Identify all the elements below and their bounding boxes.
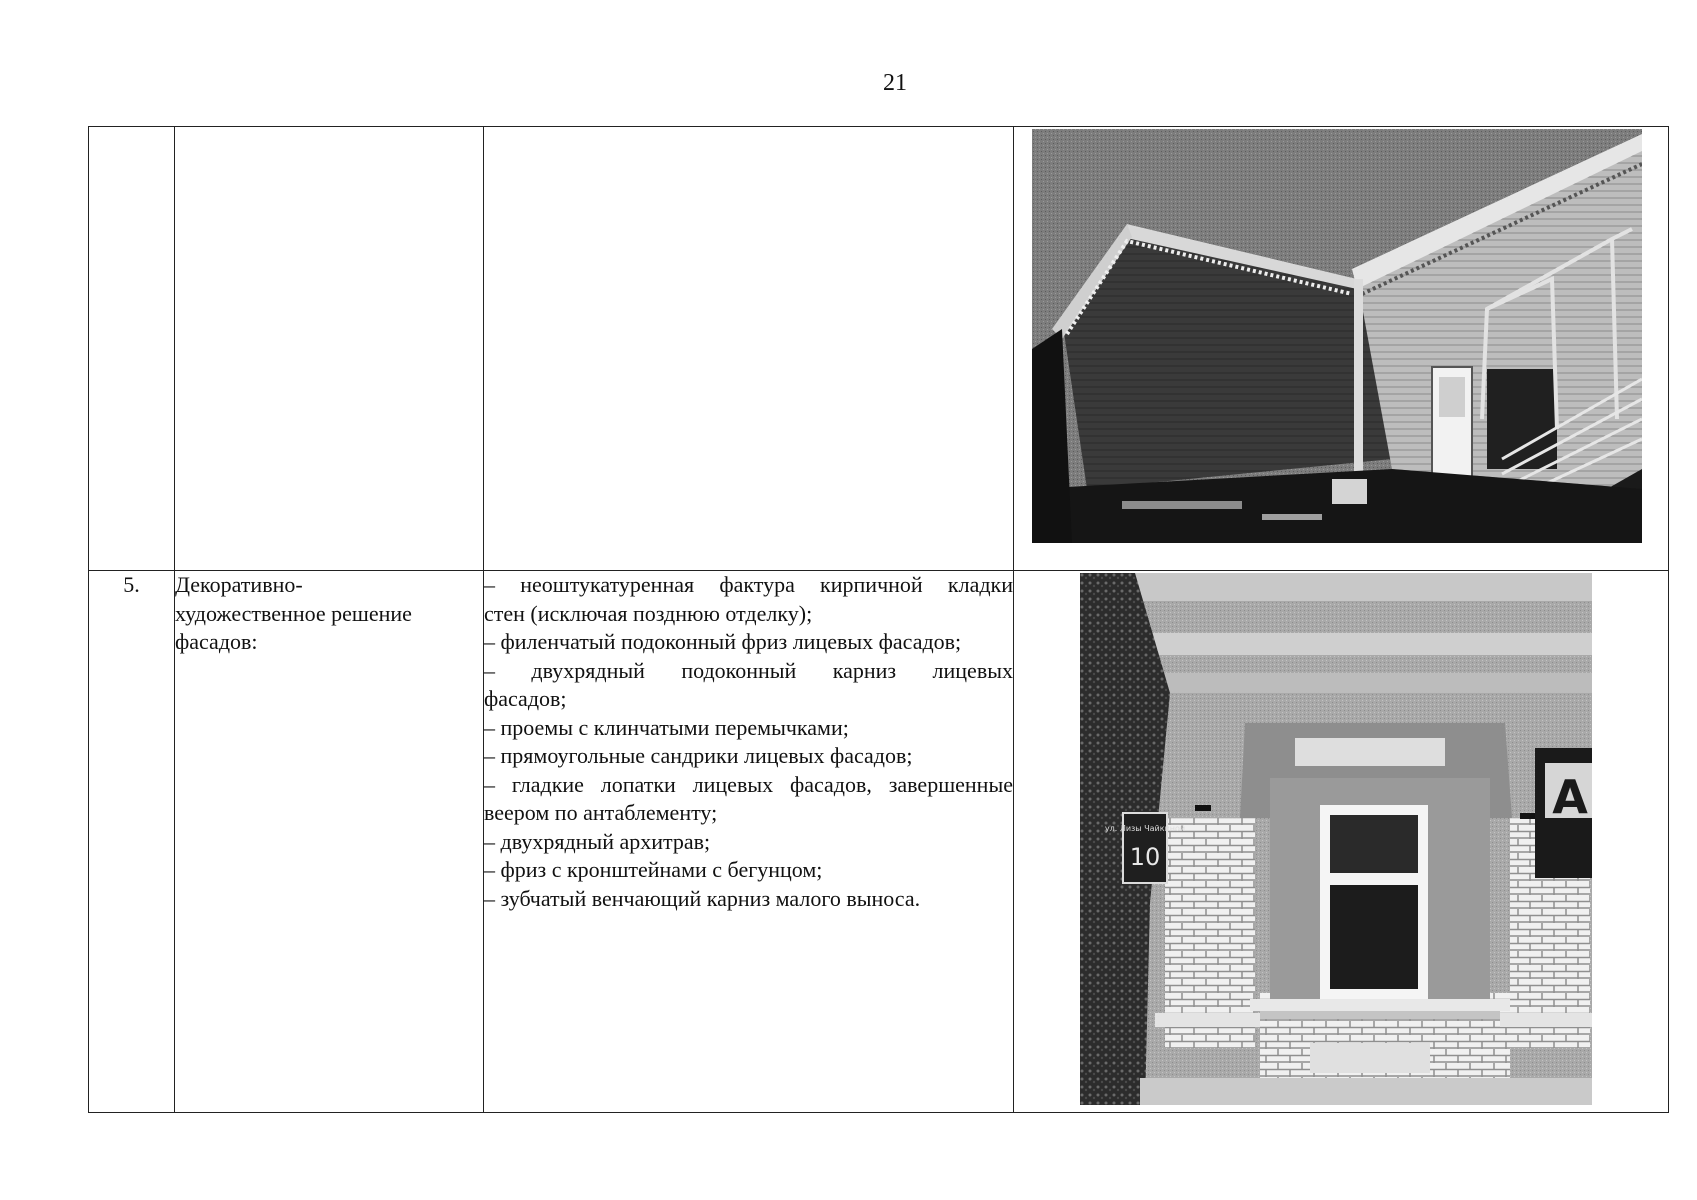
table-row-5 xyxy=(89,571,1669,1113)
cell-photo-1 xyxy=(1014,127,1669,571)
attributes-table xyxy=(88,126,1669,1113)
description-line: веером по антаблементу; xyxy=(484,800,718,825)
row-description xyxy=(484,571,1014,1113)
cell-description-empty xyxy=(484,127,1014,571)
description-line: фасадов; xyxy=(484,686,567,711)
row-name xyxy=(175,571,484,1113)
plaque-street-text: ул. Лизы Чайкиной xyxy=(1104,824,1186,833)
cell-name-empty xyxy=(175,127,484,571)
plaque-house-number: 10 xyxy=(1129,843,1161,871)
description-line: – фриз с кронштейнами с бегунцом; xyxy=(484,857,823,882)
description-line: – двухрядный архитрав; xyxy=(484,828,711,854)
row-number: 5. xyxy=(89,571,175,1113)
description-line: – прямоугольные сандрики лицевых фасадов; xyxy=(484,743,913,768)
table-row-continued xyxy=(89,127,1669,571)
photo-wooden-house xyxy=(1032,129,1642,543)
description-line: – неоштукатуренная фактура кирпичной кладки xyxy=(484,572,1013,597)
description-line: – гладкие лопатки лицевых фасадов, завершенные xyxy=(484,771,1013,797)
photo-brick-facade xyxy=(1080,573,1592,1105)
description-line: – двухрядный подоконный карниз лицевых xyxy=(484,657,1013,683)
description-line: – проемы с клинчатыми перемычками; xyxy=(484,714,849,740)
page-number: 21 xyxy=(883,70,907,96)
cell-photo-2 xyxy=(1014,571,1669,1113)
row-name-line: художественное решение xyxy=(175,600,412,626)
description-line: – филенчатый подоконный фриз лицевых фасадов; xyxy=(484,629,962,654)
description-line: – зубчатый венчающий карниз малого выноса. xyxy=(484,885,921,911)
description-line: стен (исключая позднюю отделку); xyxy=(484,600,813,626)
sign-letter: А xyxy=(1552,770,1588,824)
row-name-line: Декоративно- xyxy=(175,572,303,597)
row-name-line: фасадов: xyxy=(175,629,258,654)
cell-number-empty xyxy=(89,127,175,571)
